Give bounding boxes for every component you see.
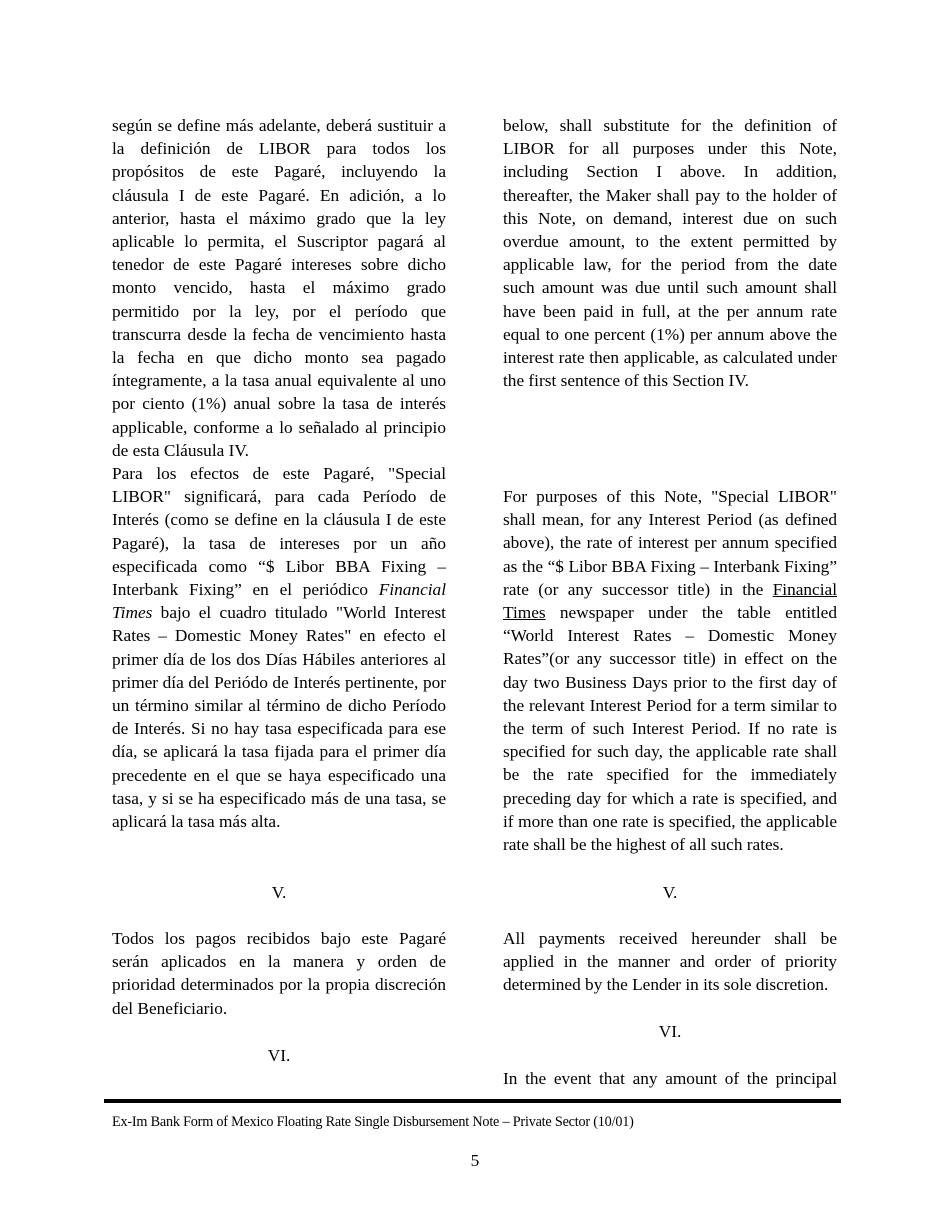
left-paragraph-2-text-a: Para los efectos de este Pagaré, "Special LIBOR" significará, para cada Período de Interés (como se define en la cláusula I de este Pagaré), la tasa de intereses por un año especificada como “$ Libor BBA Fixing – Interbank Fixing” en el periódico — [112, 464, 446, 600]
right-paragraph-3 — [503, 927, 837, 997]
left-heading-vi: VI. — [267, 1046, 291, 1065]
right-paragraph-1 — [503, 114, 837, 392]
left-paragraph-3-text: Todos los pagos recibidos bajo este Pagaré serán aplicados en la manera y orden de prioridad determinados por la propia discreción del Beneficiario. — [112, 929, 446, 1018]
footer-text: Ex-Im Bank Form of Mexico Floating Rate Single Disbursement Note – Private Sector (10/01) — [112, 1114, 634, 1130]
footer-rule — [104, 1099, 841, 1103]
right-paragraph-2 — [503, 485, 837, 856]
left-paragraph-2 — [112, 462, 446, 833]
left-paragraph-1-text: según se define más adelante, deberá sustituir a la definición de LIBOR para todos los propósitos de este Pagaré, incluyendo la cláusula I de este Pagaré. En adición, a lo anterior, hasta el máximo grado que la ley aplicable lo permita, el Suscriptor pagará al tenedor de este Pagaré intereses sobre dicho monto vencido, hasta el máximo grado permitido por la ley, por el período que transcurra desde la fecha de vencimiento hasta la fecha en que dicho monto sea pagado íntegramente, a la tasa anual equivalente al uno por ciento (1%) anual sobre la tasa de interés applicable, conforme a lo señalado al principio de esta Cláusula IV. — [112, 116, 446, 460]
right-paragraph-1-text: below, shall substitute for the definition of LIBOR for all purposes under this Note, including Section I above. In addition, thereafter, the Maker shall pay to the holder of this Note, on demand, interest due on such overdue amount, to the extent permitted by applicable law, for the period from the date such amount was due until such amount shall have been paid in full, at the per annum rate equal to one percent (1%) per annum above the interest rate then applicable, as calculated under the first sentence of this Section IV. — [503, 116, 837, 391]
left-heading-v: V. — [271, 883, 287, 902]
right-paragraph-4 — [503, 1067, 837, 1090]
page-number: 5 — [470, 1151, 480, 1170]
left-paragraph-2-italic: Financial Times — [112, 580, 446, 623]
right-heading-vi: VI. — [658, 1022, 682, 1041]
right-heading-v: V. — [662, 883, 678, 902]
left-paragraph-2-text-b: bajo el cuadro titulado "World Interest Rates – Domestic Money Rates" en efecto el primer día de los dos Días Hábiles anteriores al primer día del Periódo de Interés pertinente, por un término similar al término de dicho Período de Interés. Si no hay tasa especificada para ese día, se aplicará la tasa fijada para el primer día precedente en el que se haya especificado una tasa, y si se ha especificado más de una tasa, se aplicará la tasa más alta. — [112, 603, 446, 832]
right-paragraph-4-text: In the event that any amount of the principal — [503, 1069, 837, 1088]
right-paragraph-2-text-b: newspaper under the table entitled “World Interest Rates – Domestic Money Rates”(or any successor title) in effect on the day two Business Days prior to the first day of the relevant Interest Period for a term similar to the term of such Interest Period. If no rate is specified for such day, the applicable rate shall be the rate specified for the immediately preceding day for which a rate is specified, and if more than one rate is specified, the applicable rate shall be the highest of all such rates. — [503, 603, 837, 855]
right-paragraph-3-text: All payments received hereunder shall be applied in the manner and order of priority determined by the Lender in its sole discretion. — [503, 929, 837, 995]
right-paragraph-2-underline: Financial Times — [503, 579, 837, 623]
left-paragraph-3 — [112, 927, 446, 1020]
right-paragraph-2-text-a: For purposes of this Note, "Special LIBOR" shall mean, for any Interest Period (as defined above), the rate of interest per annum specified as the “$ Libor BBA Fixing – Interbank Fixing” rate (or any successor title) in the — [503, 487, 837, 599]
left-paragraph-1 — [112, 114, 446, 462]
